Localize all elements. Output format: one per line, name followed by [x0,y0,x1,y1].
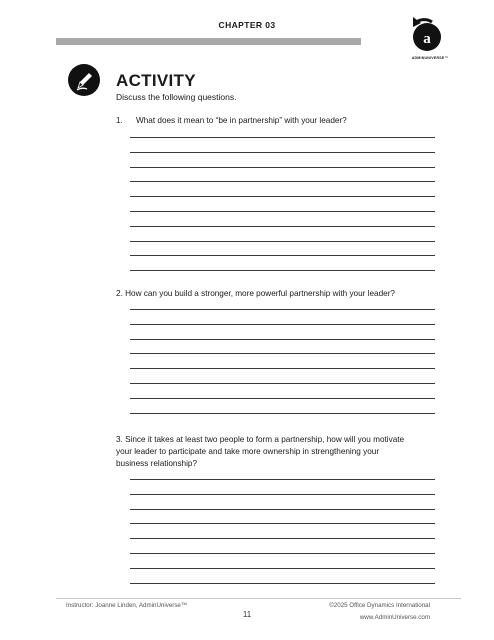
svg-text:a: a [423,31,431,47]
activity-subtitle: Discuss the following questions. [116,92,237,102]
question-1-number: 1. [116,116,123,125]
answer-line [130,479,435,480]
brand-wordmark: ADMINUNIVERSE™ [411,56,449,60]
answer-line [130,181,435,182]
answer-line [130,368,435,369]
chapter-label: CHAPTER 03 [218,20,276,30]
question-2-text: 2. How can you build a stronger, more powerful partnership with your leader? [116,289,395,298]
answer-line [130,196,435,197]
question-3-line-3: business relationship? [116,459,198,468]
pencil-activity-icon [68,64,100,96]
answer-line [130,568,435,569]
question-3-line-1: 3. Since it takes at least two people to form a partnership, how will you motivate [116,435,405,444]
answer-line [130,324,435,325]
answer-line [130,167,435,168]
footer-instructor: Instructor: Joanne Linden, AdminUniverse™ [66,602,188,609]
footer-website: www.AdminUniverse.com [359,614,430,621]
answer-line [130,523,435,524]
page-number: 11 [242,610,252,619]
answer-line [130,494,435,495]
answer-line [130,309,435,310]
answer-line [130,413,435,414]
answer-line [130,255,435,256]
answer-line [130,211,435,212]
activity-title: ACTIVITY [116,71,196,90]
answer-line [130,583,435,584]
answer-line [130,538,435,539]
answer-line [130,509,435,510]
question-3-line-2: your leader to participate and take more ownership in strengthening your [116,447,380,456]
answer-line [130,270,435,271]
answer-line [130,383,435,384]
footer-divider [56,598,461,599]
chapter-divider-bar [56,38,361,45]
answer-line [130,353,435,354]
answer-line [130,553,435,554]
question-1-text: What does it mean to “be in partnership” with your leader? [136,116,347,125]
answer-line [130,339,435,340]
answer-line [130,152,435,153]
answer-line [130,398,435,399]
answer-line [130,241,435,242]
answer-line [130,226,435,227]
adminuniverse-logo-icon [410,13,442,55]
footer-copyright: ©2025 Office Dynamics International [329,602,430,609]
answer-line [130,137,435,138]
